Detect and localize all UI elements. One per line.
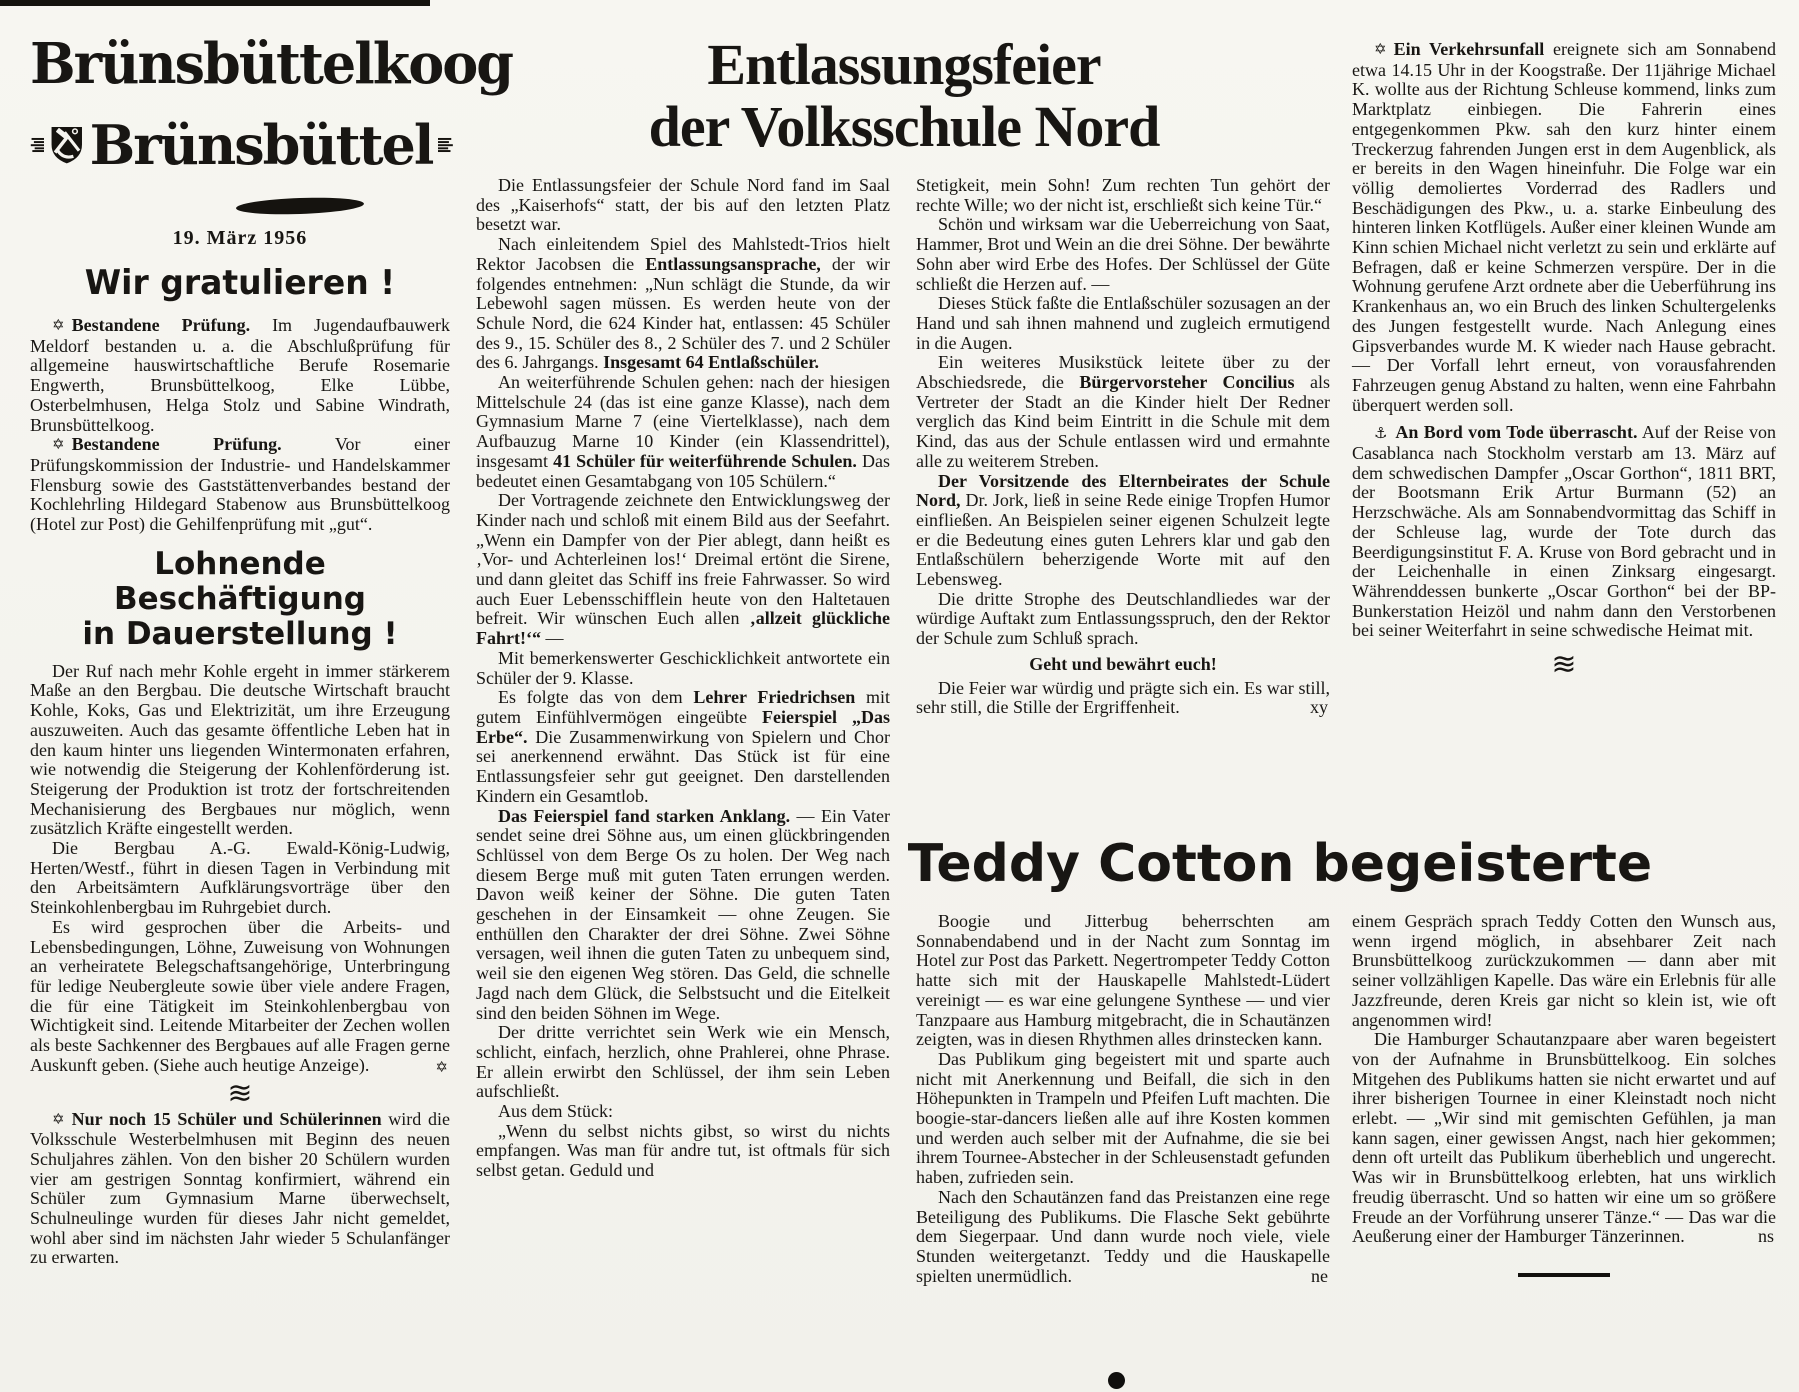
closing-paragraph: Die Feier war würdig und prägte sich ein. Es war still, sehr still, die Stille der Ergriffenheit. xy bbox=[916, 677, 1330, 718]
star-icon: ✡ bbox=[52, 1109, 65, 1128]
masthead-title-line2: Brünsbüttel bbox=[89, 113, 433, 177]
ink-dot-artifact bbox=[1108, 1372, 1125, 1389]
news-item-schueler bbox=[30, 1110, 450, 1269]
star-icon: ✡ bbox=[52, 316, 65, 334]
paragraph: Die dritte Strophe des Deutschlandliedes war der würdige Auftakt zum Entlassungsspruch, den der Rektor der Schule zum Schluß sprach. bbox=[916, 588, 1330, 649]
ship-icon: ⚓ bbox=[1374, 424, 1389, 443]
author-initials: ne bbox=[1311, 1265, 1328, 1286]
author-initials: xy bbox=[1310, 697, 1328, 718]
end-rule bbox=[1518, 1273, 1610, 1277]
issue-date: 19. März 1956 bbox=[172, 227, 308, 249]
paragraph: Boogie und Jitterbug beherrschten am Sonnabendabend und in der Nacht zum Sonntag im Hotel zur Post das Parkett. Negertrompeter Teddy Cotton hatte sich mit der Hauskapelle Mahlstedt-Lüdert vereinigt — es war eine gelungene Synthese — und vier Tanzpaare aus Hamburg mitgebracht, die in Schautänzen zeigten, was in diesen Rhythmen alles drinstecken kann. bbox=[916, 911, 1330, 1050]
teddy-column-right bbox=[1352, 912, 1776, 1277]
item-lead: Bestandene Prüfung. bbox=[71, 434, 282, 455]
paragraph: Der Ruf nach mehr Kohle ergeht in immer stärkerem Maße an den Bergbau. Die deutsche Wirtschaft braucht Kohle, Koks, Gas und Elektrizität, um ihre Erzeugung auszuweiten. Auch das gesamte öffentliche Leben hat in den kaum hinter uns liegenden Wintermonaten erfahren, wie notwendig die Steigerung der Kohlenförderung ist. Steigerung der Produktion ist trotz der fortschreitenden Mechanisierung des Bergbaues nur möglich, wenn zusätzlich Kräfte eingestellt werden. bbox=[30, 660, 450, 839]
column-2 bbox=[476, 176, 890, 1181]
news-item-pruefung-2 bbox=[30, 435, 450, 535]
news-item-verkehrsunfall bbox=[1352, 40, 1776, 415]
paragraph: Die Bergbau A.-G. Ewald-König-Ludwig, Herten/Westf., führt in diesen Tagen in Verbindung mit den Arbeitsämtern Aufklärungsvorträge über den Steinkohlenbergbau im Ruhrgebiet durch. bbox=[30, 838, 450, 918]
article-headline-entlassungsfeier: Entlassungsfeier der Volksschule Nord bbox=[648, 32, 1160, 159]
paragraph: Ein weiteres Musikstück leitete über zu der Abschiedsrede, die Bürgervorsteher Concilius als Vertreter der Stadt an die Kinder hielt Der Redner verglich das Kind beim Eintritt in die Schule mit dem Kind, das aus der Schule entlassen wird und ermahnte alle zu weiterem Streben. bbox=[916, 352, 1330, 471]
paragraph: Der dritte verrichtet sein Werk wie ein Mensch, schlicht, einfach, herzlich, ohne Prahlerei, ohne Phrase. Er allein erwirbt den Schlüssel, der ihm sein Leben aufschließt. bbox=[476, 1022, 890, 1102]
subheading-geht-und-bewaehrt-euch: Geht und bewährt euch! bbox=[1029, 653, 1217, 674]
paragraph: Dieses Stück faßte die Entlaßschüler sozusagen an der Hand und sah ihnen mahnend und zugleich ermutigend in die Augen. bbox=[916, 293, 1330, 353]
flourish-right-icon bbox=[438, 124, 454, 166]
wave-divider-icon: ≋ bbox=[227, 1075, 253, 1111]
paragraph: Das Feierspiel fand starken Anklang. — Ein Vater sendet seine drei Söhne aus, um einen glückbringenden Schlüssel von dem Berge Os zu holen. Der Weg nach diesem Berge muß mit guten Taten errungen werden. Davon weiß keiner der Söhne. Die guten Taten geschehen in der Einsamkeit — ohne Zeugen. Sie enthüllen den Charakter der drei Söhne. Zwei Söhne versagen, weil ihnen die guten Taten zu unbequem sind, weil sie den eigenen Weg stören. Das Geld, die schnelle Jagd nach dem Glück, die Selbstsucht und die Eitelkeit sind den beiden Söhnen im Wege. bbox=[476, 805, 890, 1023]
paragraph: Mit bemerkenswerter Geschicklichkeit antwortete ein Schüler der 9. Klasse. bbox=[476, 647, 890, 688]
star-icon: ✡ bbox=[1374, 40, 1387, 58]
article-headline-teddy-cotton: Teddy Cotton begeisterte bbox=[907, 834, 1653, 894]
section-heading-wir-gratulieren: Wir gratulieren ! bbox=[84, 263, 396, 303]
paragraph-with-initials: Nach den Schautänzen fand das Preistanzen eine rege Beteiligung des Publikums. Die Flasche Sekt gebührte dem Siegerpaar. Und dann wurde noch viele, viele Stunden weitergetanzt. Teddy und die Hauskapelle spielten unermüdlich. ne bbox=[916, 1186, 1330, 1286]
column-4 bbox=[1352, 40, 1776, 681]
shield-anchor-emblem-icon bbox=[50, 96, 84, 194]
item-text: Auf der Reise von Casablanca nach Stockholm verstarb am 13. März auf dem schwedischen Dampfer „Oscar Gorthon“, 1811 BRT, der Bootsmann Erik Artur Burmann (52) an Herzschwäche. Als am Sonnabendvormittag das Schiff in der Schleuse lag, wurde der Tote durch das Beerdigungsinstitut F. A. Kruse von Bord gebracht und in der Leichenhalle in einen Zinksarg eingesargt. Währenddessen bunkerte „Oscar Gorthon“ bei der BP-Bunkerstation Heizöl und nahm dann den Verstorbenen bei seiner Weiterfahrt in seine schwedische Heimat mit. bbox=[1352, 422, 1776, 641]
column-3 bbox=[916, 176, 1330, 718]
paragraph: Es folgte das von dem Lehrer Friedrichsen mit gutem Einfühlvermögen eingeübte Feierspiel „Das Erbe“. Die Zusammenwirkung von Spielern und Chor sei anerkennend erwähnt. Das Stück ist für eine Entlassungsfeier sehr gut geeignet. Den darstellenden Kindern ein Gesamtlob. bbox=[476, 687, 890, 806]
paragraph: Aus dem Stück: bbox=[498, 1101, 613, 1122]
wave-divider-icon: ≋ bbox=[1551, 647, 1577, 683]
scan-edge-artifact bbox=[0, 0, 430, 6]
paragraph: An weiterführende Schulen gehen: nach der hiesigen Mittelschule 24 (das ist eine ganze Klasse), nach dem Gymnasium Marne 7 (eine Viertelklasse), nach dem Aufbauzug Marne 10 Kinder (ein Klassendrittel), insgesamt 41 Schüler für weiterführende Schulen. Das bedeutet einen Gesamtabgang von 105 Schülern.“ bbox=[476, 372, 890, 491]
teddy-column-left bbox=[916, 912, 1330, 1286]
section-heading-lohnende-beschaeftigung: Lohnende Beschäftigung in Dauerstellung ! bbox=[82, 545, 398, 652]
item-text: ereignete sich am Sonnabend etwa 14.15 Uhr in der Koogstraße. Der 11jährige Michael K. wollte aus der Richtung Schleuse kommend, links zum Marktplatz einbiegen. Die Fahrerin eines entgegenkommen Pkw. sah den kurz hinter einem Treckerzug fahrenden Jungen erst in dem Augenblick, als er bereits in den Wagen hineinfuhr. Die Folge war ein völlig demoliertes Vorderrad des Radlers und Beschädigungen des Pkw., u. a. starke Einbeulung des hinteren linken Kotflügels. Außer einer kleinen Wunde am Kinn schien Michael nicht verletzt zu sein und erklärte auf Befragen, daß er keine Schmerzen verspüre. Der in die Wohnung gerufene Arzt ordnete aber die Ueberführung ins Krankenhaus an, wo ein Bruch des linken Schultergelenks des Jungen festgestellt wurde. Nach Anlegung eines Gipsverbandes wurde M. K wieder nach Hause gebracht. — Der Vorfall lehrt erneut, von vorausfahrenden Fahrzeugen genug Abstand zu halten, wenn eine Fahrbahn überquert werden soll. bbox=[1352, 39, 1776, 415]
paragraph: Schön und wirksam war die Ueberreichung von Saat, Hammer, Brot und Wein an die drei Söhne. Der bewährte Sohn aber wird Erbe des Hofes. Der Schlüssel der Güte schließt die Herzen auf. — bbox=[916, 214, 1330, 294]
paragraph: einem Gespräch sprach Teddy Cotten den Wunsch aus, wenn irgend möglich, in absehbarer Zeit nach Brunsbüttelkoog zurückzukommen — dann aber mit seiner vollzähligen Kapelle. Das wäre ein Erlebnis für alle Jazzfreunde, deren Kreis gar nicht so klein ist, wie oft angenommen wird! bbox=[1352, 911, 1776, 1030]
star-icon: ✡ bbox=[52, 435, 65, 454]
item-lead: Bestandene Prüfung. bbox=[71, 315, 251, 335]
item-lead: Nur noch 15 Schüler und Schülerinnen bbox=[71, 1108, 382, 1129]
column-1 bbox=[30, 212, 450, 1268]
paragraph-with-endstar: Es wird gesprochen über die Arbeits- und Lebensbedingungen, Löhne, Zuweisung von Wohnungen an verheiratete Belegschaftsangehörige, Unterbringung für ledige Neubergleute sowie über viele andere Fragen, die für eine Tätigkeit im Steinkohlenbergbau von Wichtigkeit sind. Leitende Mitarbeiter der Zechen wollen als beste Sachkenner des Bergbaues auf alle Fragen gerne Auskunft geben. (Siehe auch heutige Anzeige). ✡ bbox=[30, 916, 450, 1076]
star-icon: ✡ bbox=[435, 1057, 448, 1076]
news-item-an-bord bbox=[1352, 423, 1776, 641]
paragraph: Die Entlassungsfeier der Schule Nord fand im Saal des „Kaiserhofs“ statt, der bis auf den letzten Platz besetzt war. bbox=[476, 175, 890, 235]
paragraph: Der Vorsitzende des Elternbeirates der Schule Nord, Dr. Jork, ließ in seine Rede einige Tropfen Humor einfließen. An Beispielen seiner eigenen Schulzeit legte er die Bedeutung eines guten Lehrers klar und gab den Entlaßschülern beherzigende Worte mit auf den Lebensweg. bbox=[916, 470, 1330, 590]
author-initials: ns bbox=[1757, 1226, 1774, 1247]
item-text: Im Jugendaufbauwerk Meldorf bestanden u. a. die Abschlußprüfung für allgemeine hauswirtschaftliche Berufe Rosemarie Engwerth, Brunsbüttelkoog, Elke Lübbe, Osterbelmhusen, Helga Stolz und Sabine Windrath, Brunsbüttelkoog. bbox=[30, 315, 450, 435]
item-text: wird die Volksschule Westerbelmhusen mit Beginn des neuen Schuljahres zählen. Von den bisher 20 Schülern wurden vier am gestrigen Sonntag konfirmiert, während ein Schüler zum Gymnasium Marne überwechselt, Schulneulinge wurden für dieses Jahr nicht gemeldet, wohl aber sind im nächsten Jahr wieder 5 Schulanfänger zu erwarten. bbox=[30, 1108, 450, 1268]
item-lead: An Bord vom Tode überrascht. bbox=[1395, 422, 1638, 443]
paragraph-with-initials: Die Hamburger Schautanzpaare aber waren begeistert von der Aufnahme in Brunsbüttelkoog. Ein solches Mitgehen des Publikums hatten sie nicht erwartet und auf ihrer bisherigen Tournee in einer Kleinstadt noch nicht erlebt. — „Wir sind mit gemischten Gefühlen, ja man kann sagen, einer gewissen Angst, nach hier gekommen; denn oft urteilt das Publikum überheblich und ungerecht. Was wir in Brunsbüttelkoog erlebten, hat uns wirklich freudig überrascht. Und so hatten wir eine um so größere Freude an der Vorführung unserer Tänze.“ — Das war die Aeußerung einer der Hamburger Tänzerinnen. ns bbox=[1352, 1029, 1776, 1247]
item-lead: Ein Verkehrsunfall bbox=[1393, 39, 1545, 59]
paragraph: Das Publikum ging begeistert mit und sparte auch nicht mit Anerkennung und Beifall, die sich in den Höhepunkten in Trampeln und Pfeifen Luft machten. Die boogie-star-dancers ließen alle auf ihre Kosten kommen und werden auch selber mit der Aufnahme, die sie bei ihrem Tournee-Abstecher in der Schleusenstadt gefunden haben, zufrieden sein. bbox=[916, 1048, 1330, 1188]
masthead bbox=[30, 29, 512, 196]
paragraph: „Wenn du selbst nichts gibst, so wirst du nichts empfangen. Was man für andre tut, ist oftmals für sich selbst getan. Geduld und bbox=[476, 1120, 890, 1181]
paragraph: Nach einleitendem Spiel des Mahlstedt-Trios hielt Rektor Jacobsen die Entlassungsansprache, der wir folgendes entnehmen: „Nun schlägt die Stunde, da wir Lebewohl sagen müssen. Es werden heute von der Schule Nord, die 624 Kinder hat, entlassen: 45 Schüler des 9., 15. Schüler des 8., 2 Schüler des 7. und 2 Schüler des 6. Jahrgangs. Insgesamt 64 Entlaßschüler. bbox=[476, 234, 890, 373]
flourish-left-icon bbox=[30, 125, 44, 165]
masthead-title-line1: Brünsbüttelkoog bbox=[30, 29, 512, 97]
item-text: Vor einer Prüfungskommission der Industrie- und Handelskammer Flensburg sowie des Gaststättenverbandes bestand der Kochlehrling Hildegard Stabenow aus Brunsbüttelkoog (Hotel zur Post) die Gehilfenprüfung mit „gut“. bbox=[30, 434, 450, 535]
news-item-pruefung-1 bbox=[30, 316, 450, 435]
paragraph: Der Vortragende zeichnete den Entwicklungsweg der Kinder nach und schloß mit einem Bild aus der Seefahrt. „Wenn ein Dampfer von der Pier ablegt, dann heißt es ‚Vor- und Achterleinen los!‘ Dreimal ertönt die Sirene, und dann gleitet das Schiff ins freie Fahrwasser. So wird auch Euer Lebensschifflein heute von den Haltetauen befreit. Wir wünschen Euch allen ‚allzeit glückliche Fahrt!‘“ — bbox=[476, 490, 890, 649]
paragraph: Stetigkeit, mein Sohn! Zum rechten Tun gehört der rechte Wille; wo der nicht ist, erschließt sich keine Tür.“ bbox=[916, 175, 1330, 215]
